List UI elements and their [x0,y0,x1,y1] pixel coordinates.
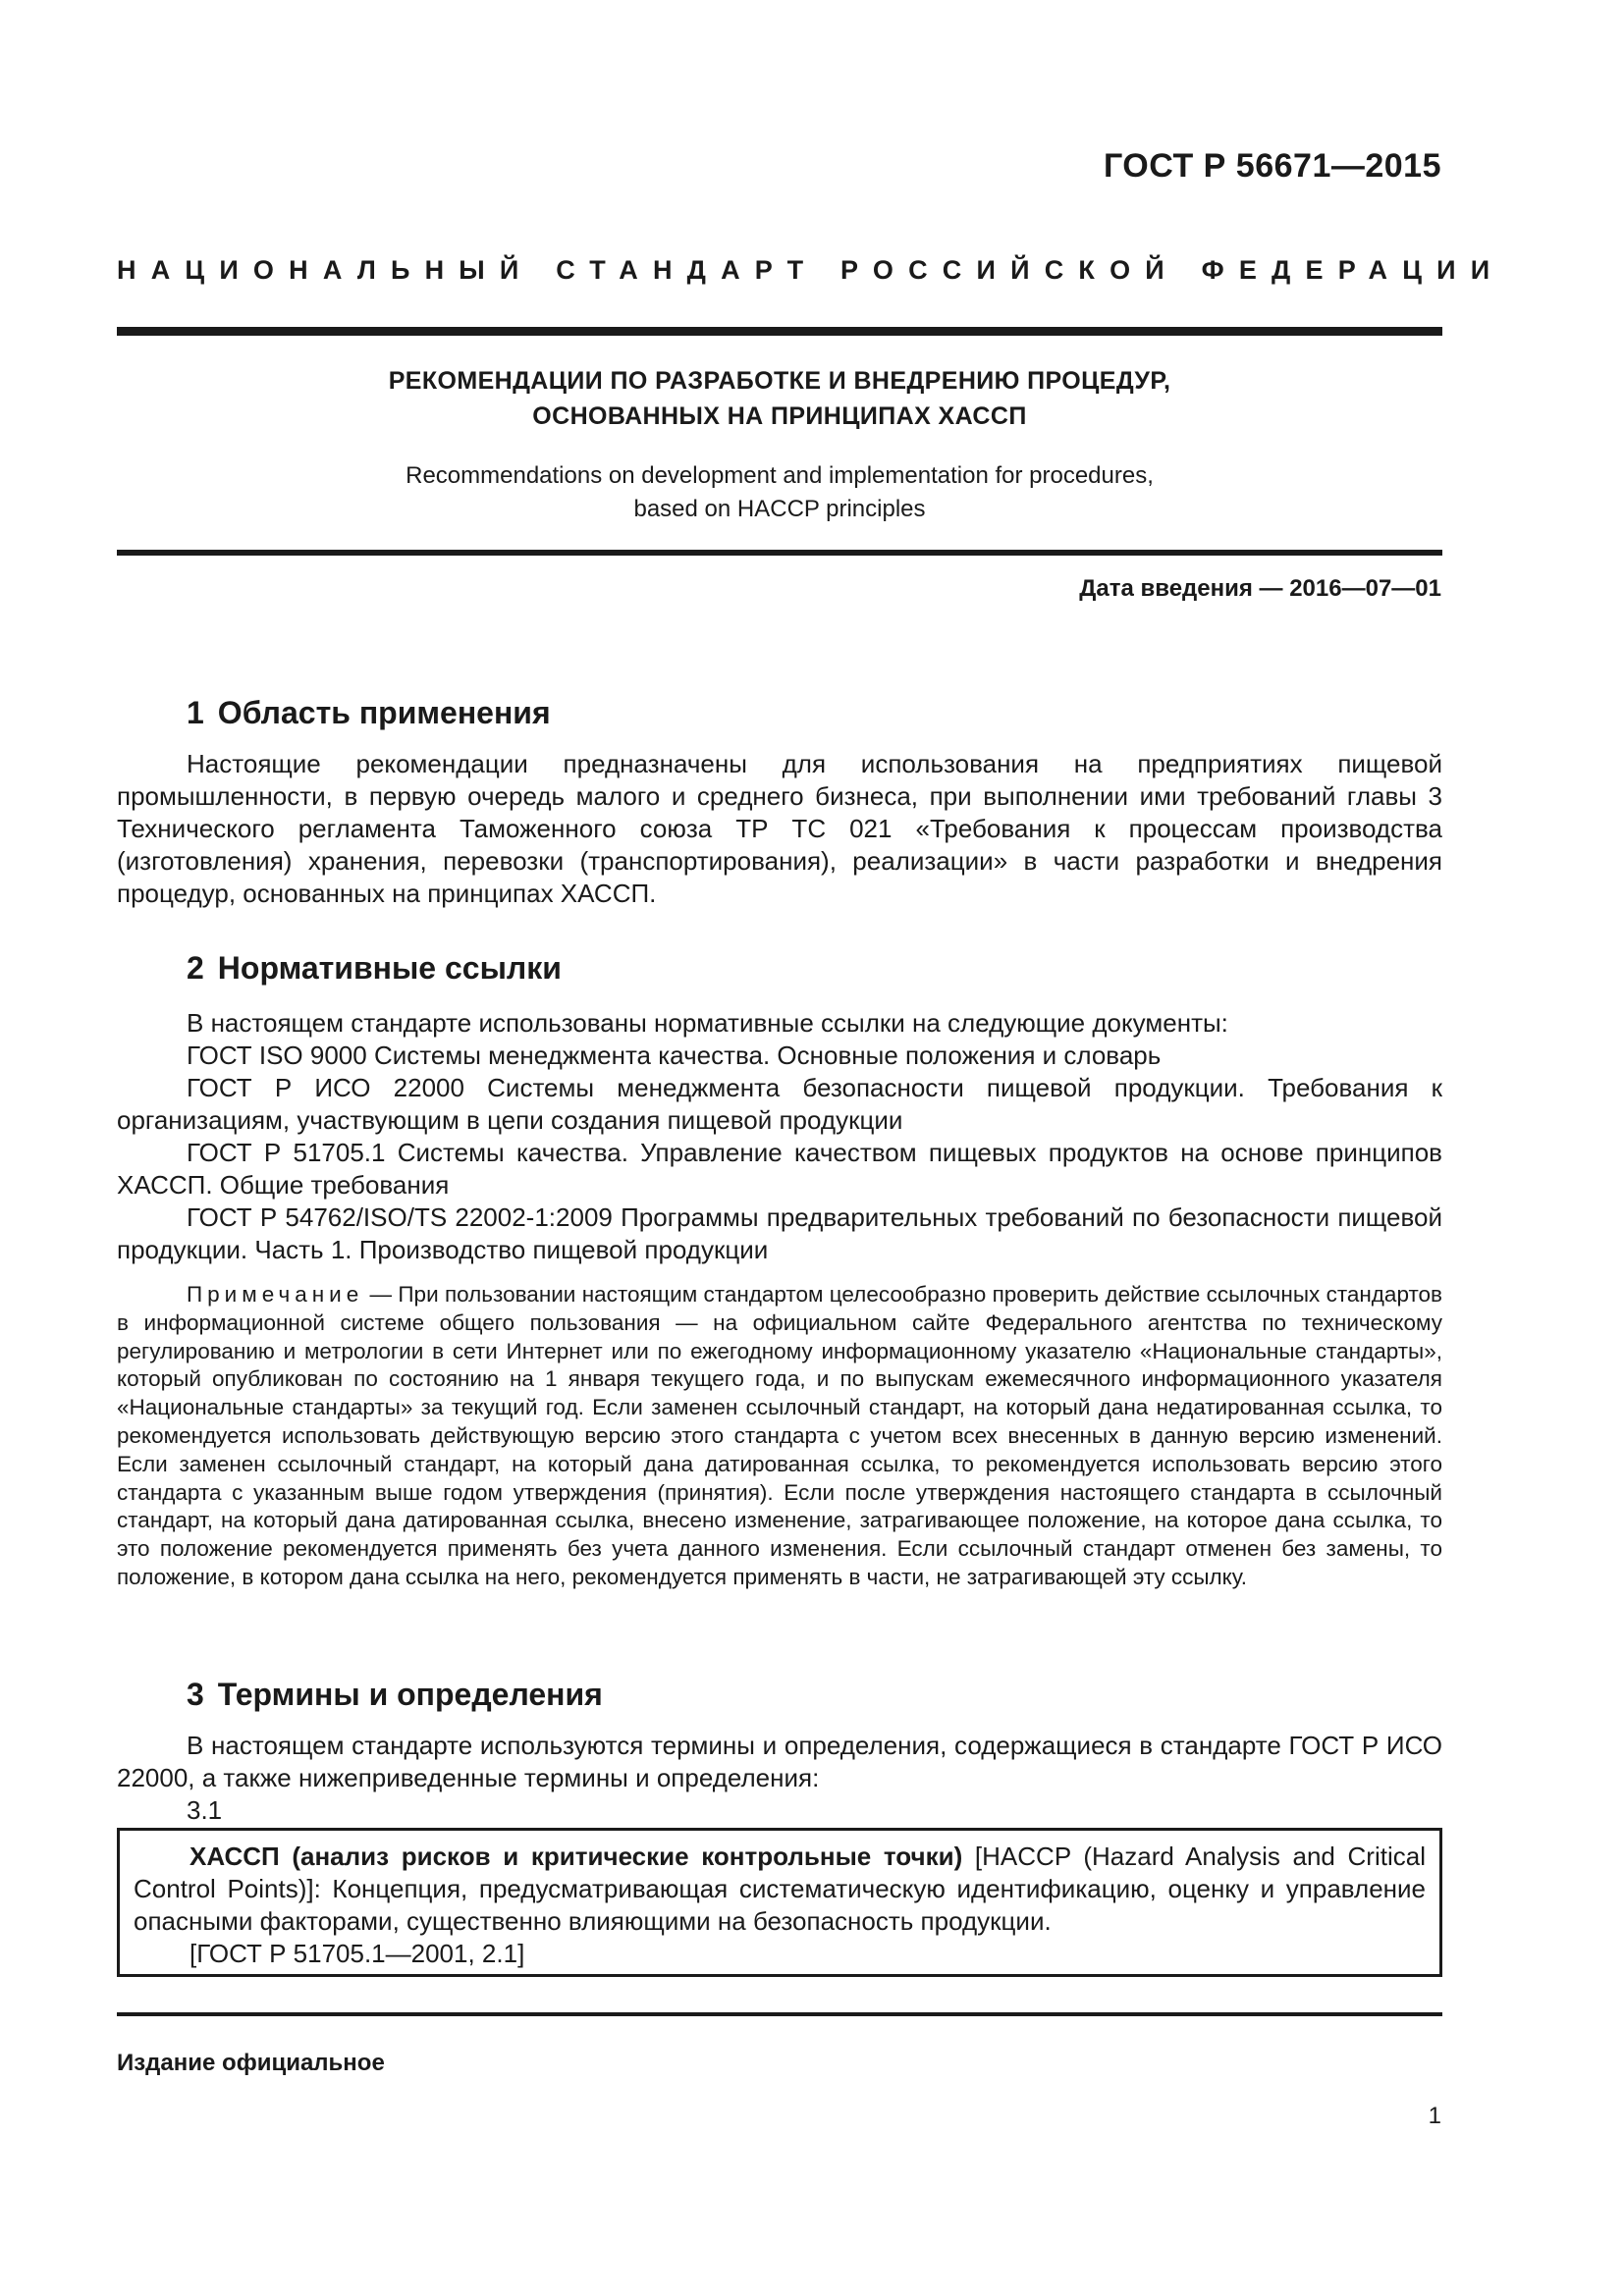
section1-text: Настоящие рекомендации предназначены для использования на предприятиях пищевой промышленности, в первую очередь малого и среднего бизнеса, при выполнении ими требований главы 3 Технического регламента Таможенного союза ТР ТС 021 «Требования к процессам производства (изготовления) хранения, перевозки (транспортирования), реализации» в части разработки и внедрения процедур, основанных на принципах ХАССП. [117,749,1442,908]
section3-heading [187,1677,603,1713]
footer-rule [117,2012,1442,2016]
document-title-ru [117,363,1442,434]
ref-text: ГОСТ Р 51705.1 Системы качества. Управление качеством пищевых продуктов на основе принципов ХАССП. Общие требования [117,1138,1442,1200]
term-number: 3.1 [187,1795,223,1825]
ref-text: ГОСТ Р ИСО 22000 Системы менеджмента безопасности пищевой продукции. Требования к организациям, участвующим в цепи создания пищевой продукции [117,1073,1442,1135]
section2-title: Нормативные ссылки [217,950,562,986]
term-name: ХАССП (анализ рисков и критические контрольные точки) [189,1842,963,1871]
section1-number: 1 [187,695,204,730]
standard-code: ГОСТ Р 56671—2015 [1103,147,1441,185]
ref-item [117,1137,1442,1201]
term-definition [134,1841,1426,1938]
note-text: — При пользовании настоящим стандартом целесообразно проверить действие ссылочных стандартов в информационной системе общего пользования — на официальном сайте Федерального агентства по техническому регулированию и метрологии в сети Интернет или по ежегодному информационному указателю «Национальные стандарты», который опубликован по состоянию на 1 января текущего года, и по выпускам ежемесячного информационного указателя «Национальные стандарты» за текущий год. Если заменен ссылочный стандарт, на который дана недатированная ссылка, то рекомендуется использовать действующую версию этого стандарта с учетом всех внесенных в данную версию изменений. Если заменен ссылочный стандарт, на который дана датированная ссылка, то рекомендуется использовать версию этого стандарта с указанным выше годом утверждения (принятия). Если после утверждения настоящего стандарта в ссылочный стандарт, на который дана датированная ссылка, внесено изменение, затрагивающее положение, на которое дана ссылка, то это положение рекомендуется применять без учета данного изменения. Если ссылочный стандарт отменен без замены, то положение, в котором дана ссылка на него, рекомендуется применять в части, не затрагивающей эту ссылку. [117,1282,1442,1589]
term-definition-box [117,1828,1442,1977]
section2-intro: В настоящем стандарте использованы нормативные ссылки на следующие документы: [187,1008,1228,1038]
national-standard-heading: НАЦИОНАЛЬНЫЙ СТАНДАРТ РОССИЙСКОЙ ФЕДЕРАЦИИ [117,255,1505,285]
references-note [117,1281,1442,1592]
ref-text: ГОСТ Р 54762/ISO/TS 22002-1:2009 Программы предварительных требований по безопасности пищевой продукции. Часть 1. Производство пищевой продукции [117,1202,1442,1264]
section1-title: Область применения [217,695,551,730]
edition-label: Издание официальное [117,2050,385,2076]
title-ru-line1: РЕКОМЕНДАЦИИ ПО РАЗРАБОТКЕ И ВНЕДРЕНИЮ ПРОЦЕДУР, [388,367,1171,395]
ref-item [117,1072,1442,1137]
section2-heading [187,950,562,987]
section1-heading [187,695,551,731]
section2-number: 2 [187,950,204,986]
title-en-line2: based on HACCP principles [633,496,926,522]
ref-item [117,1201,1442,1266]
title-rule [117,550,1442,556]
ref-item: ГОСТ ISO 9000 Системы менеджмента качества. Основные положения и словарь [187,1041,1162,1070]
document-title-en [117,459,1442,526]
title-en-line1: Recommendations on development and implementation for procedures, [406,462,1154,489]
term-source: [ГОСТ Р 51705.1—2001, 2.1] [189,1939,525,1968]
title-ru-line2: ОСНОВАННЫХ НА ПРИНЦИПАХ ХАССП [532,402,1027,430]
page-number: 1 [1428,2103,1441,2129]
term-text: [HACCP (Hazard Analysis and Critical Control Points)]: Концепция, предусматривающая систематическую идентификацию, оценку и управление опасными факторами, существенно влияющими на безопасность продукции. [134,1842,1426,1936]
note-label: Примечание [187,1282,364,1307]
section3-title: Термины и определения [217,1677,603,1712]
section3-intro-text: В настоящем стандарте используются термины и определения, содержащиеся в стандарте ГОСТ Р ИСО 22000, а также нижеприведенные термины и определения: [117,1731,1442,1792]
section3-number: 3 [187,1677,204,1712]
section1-paragraph [117,748,1442,910]
section3-intro [117,1730,1442,1794]
header-rule [117,327,1442,336]
intro-date: Дата введения — 2016—07—01 [1079,575,1441,602]
